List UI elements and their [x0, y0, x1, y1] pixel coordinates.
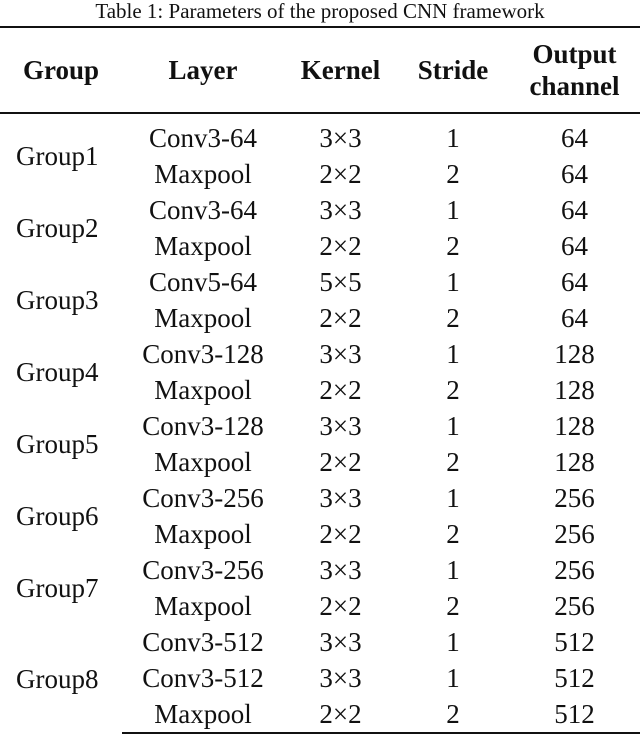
- kernel-cell: 3×3: [319, 339, 362, 369]
- parameters-table-container: [0, 26, 640, 734]
- kernel-cell: 2×2: [319, 159, 362, 189]
- layer-cell: Maxpool: [154, 159, 252, 189]
- output-channel-cell: 64: [561, 303, 588, 333]
- stride-cell: 2: [446, 519, 460, 549]
- group-name-cell: Group3: [16, 285, 99, 315]
- kernel-cell: 2×2: [319, 519, 362, 549]
- group-name-cell: Group8: [16, 663, 99, 694]
- kernel-cell: 2×2: [319, 231, 362, 261]
- table-header: [0, 27, 640, 113]
- header-output-line2: channel: [529, 71, 620, 101]
- stride-cell: 2: [446, 303, 460, 333]
- table-row: [0, 480, 640, 516]
- group-name-cell: Group7: [16, 573, 99, 603]
- kernel-cell: 2×2: [284, 696, 397, 733]
- stride-cell: 2: [397, 696, 509, 733]
- output-channel-cell: 64: [561, 231, 588, 261]
- layer-cell: Conv5-64: [149, 267, 257, 297]
- table-row: [0, 113, 640, 156]
- stride-cell: 2: [446, 447, 460, 477]
- stride-cell: 1: [446, 123, 460, 153]
- kernel-cell: 3×3: [319, 555, 362, 585]
- output-channel-cell: 64: [561, 267, 588, 297]
- table-row: [0, 336, 640, 372]
- kernel-cell: 2×2: [319, 375, 362, 405]
- group-name-cell: Group1: [16, 141, 99, 171]
- header-group: Group: [22, 55, 100, 85]
- table-row: [0, 408, 640, 444]
- kernel-cell: 3×3: [319, 411, 362, 441]
- stride-cell: 1: [446, 411, 460, 441]
- table-row: [0, 624, 640, 660]
- header-stride: Stride: [417, 55, 489, 85]
- header-row: [0, 27, 640, 113]
- layer-cell: Conv3-64: [149, 195, 257, 225]
- layer-cell: Maxpool: [154, 447, 252, 477]
- kernel-cell: 2×2: [319, 447, 362, 477]
- output-channel-cell: 128: [554, 375, 595, 405]
- group-name-cell: Group5: [16, 429, 99, 459]
- stride-cell: 2: [446, 159, 460, 189]
- output-channel-cell: 64: [561, 159, 588, 189]
- stride-cell: 2: [446, 231, 460, 261]
- output-channel-cell: 64: [561, 195, 588, 225]
- table-row: [0, 264, 640, 300]
- output-channel-cell: 512: [509, 696, 640, 733]
- layer-cell: Maxpool: [122, 696, 284, 733]
- table-caption: Table 1: Parameters of the proposed CNN framework: [95, 0, 545, 23]
- layer-cell: Conv3-256: [142, 555, 264, 585]
- stride-cell: 2: [446, 375, 460, 405]
- output-channel-cell: 256: [554, 555, 595, 585]
- layer-cell: Conv3-128: [142, 339, 264, 369]
- group-name-cell: Group4: [16, 357, 99, 387]
- kernel-cell: 3×3: [319, 627, 362, 657]
- group-name-cell: Group6: [16, 501, 99, 531]
- layer-cell: Maxpool: [154, 591, 252, 621]
- header-output-line1: Output: [532, 39, 617, 69]
- header-kernel: Kernel: [300, 55, 381, 85]
- header-layer: Layer: [168, 55, 238, 85]
- kernel-cell: 3×3: [319, 663, 362, 693]
- kernel-cell: 3×3: [319, 195, 362, 225]
- stride-cell: 1: [446, 339, 460, 369]
- stride-cell: 2: [446, 591, 460, 621]
- layer-cell: Maxpool: [154, 231, 252, 261]
- table-body: [0, 113, 640, 733]
- layer-cell: Maxpool: [154, 375, 252, 405]
- layer-cell: Conv3-64: [149, 123, 257, 153]
- stride-cell: 1: [446, 267, 460, 297]
- stride-cell: 1: [446, 663, 460, 693]
- kernel-cell: 2×2: [319, 591, 362, 621]
- kernel-cell: 3×3: [319, 483, 362, 513]
- layer-cell: Conv3-512: [142, 663, 264, 693]
- output-channel-cell: 128: [554, 447, 595, 477]
- layer-cell: Conv3-128: [142, 411, 264, 441]
- output-channel-cell: 256: [554, 483, 595, 513]
- kernel-cell: 2×2: [319, 303, 362, 333]
- table-row: [0, 552, 640, 588]
- stride-cell: 1: [446, 483, 460, 513]
- output-channel-cell: 128: [554, 411, 595, 441]
- stride-cell: 1: [446, 627, 460, 657]
- layer-cell: Maxpool: [154, 519, 252, 549]
- table-row: [0, 192, 640, 228]
- layer-cell: Conv3-512: [142, 627, 264, 657]
- parameters-table: [0, 26, 640, 734]
- output-channel-cell: 512: [554, 663, 595, 693]
- group-name-cell: Group2: [16, 213, 99, 243]
- output-channel-cell: 256: [554, 519, 595, 549]
- output-channel-cell: 64: [561, 123, 588, 153]
- kernel-cell: 5×5: [319, 267, 362, 297]
- stride-cell: 1: [446, 195, 460, 225]
- layer-cell: Conv3-256: [142, 483, 264, 513]
- output-channel-cell: 256: [554, 591, 595, 621]
- stride-cell: 1: [446, 555, 460, 585]
- output-channel-cell: 128: [554, 339, 595, 369]
- header-output-channel: [509, 27, 640, 113]
- kernel-cell: 3×3: [319, 123, 362, 153]
- layer-cell: Maxpool: [154, 303, 252, 333]
- output-channel-cell: 512: [554, 627, 595, 657]
